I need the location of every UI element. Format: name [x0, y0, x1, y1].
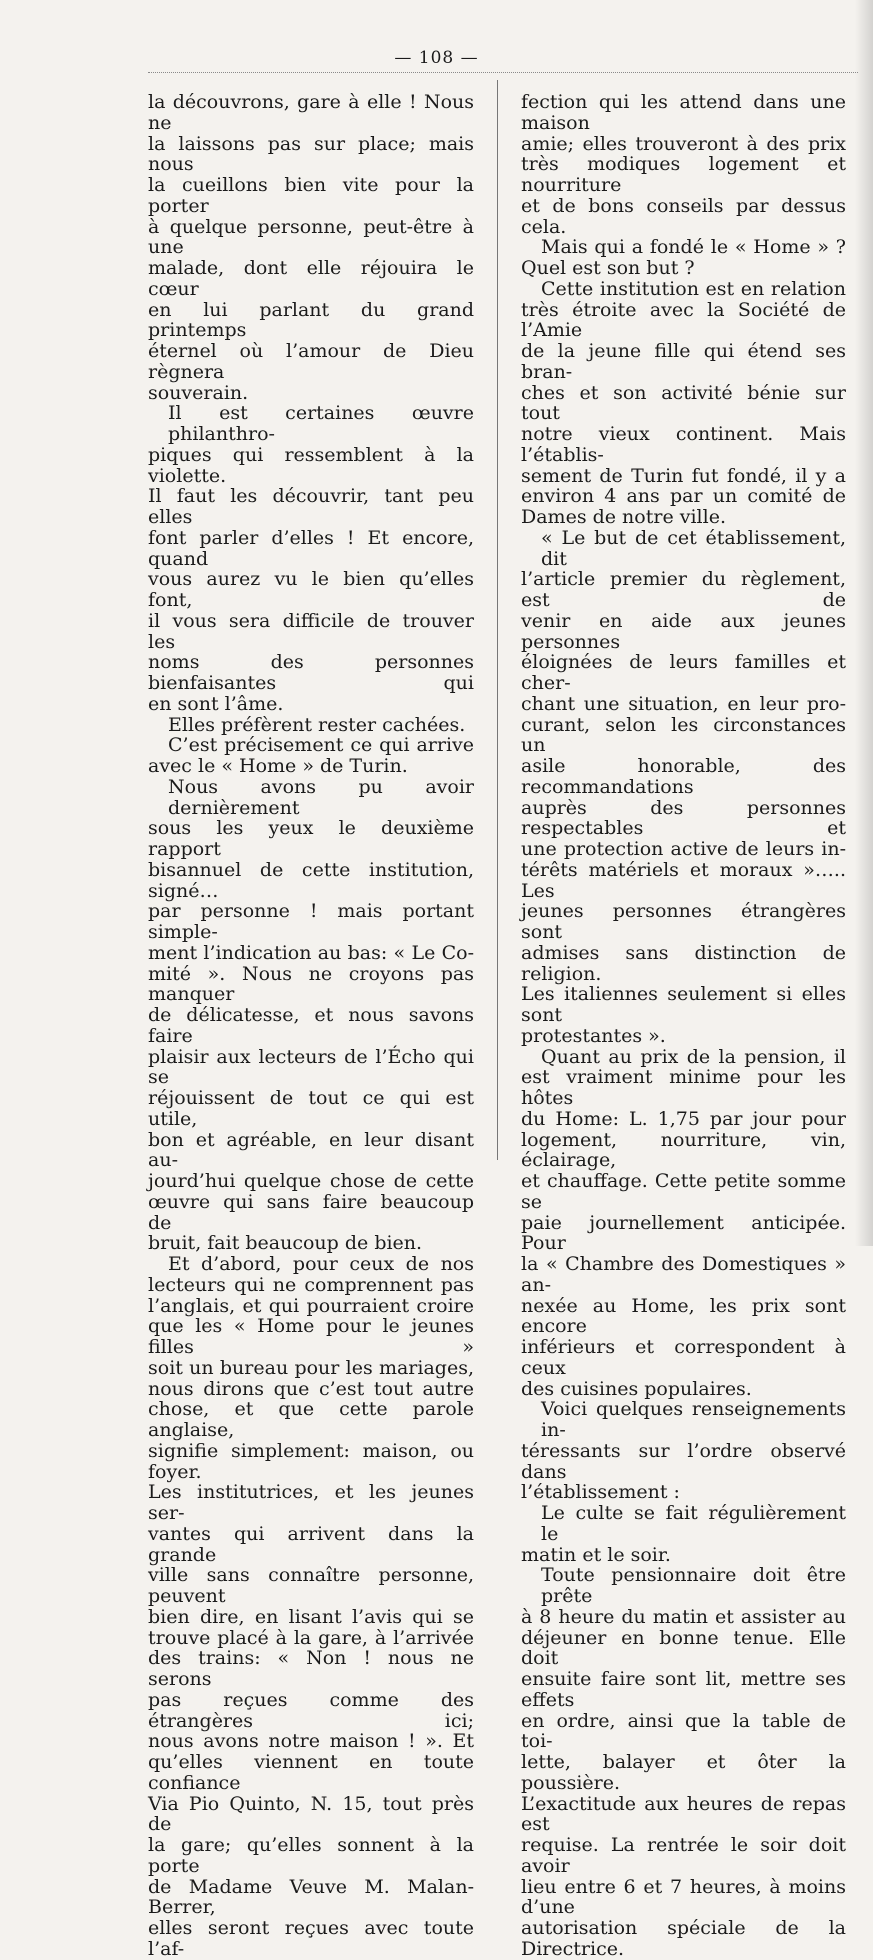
text-line: pas reçues comme des étrangères ici;: [148, 1688, 474, 1732]
page-edge-shadow: [855, 0, 873, 1246]
text-line: C’est précisement ce qui arrive: [168, 734, 474, 757]
text-line: éloignées de leurs familles et cher-: [521, 651, 846, 694]
right-column: [521, 92, 846, 1960]
text-line: Et d’abord, pour ceux de nos: [168, 1253, 474, 1275]
text-line: curant, selon les circonstances un: [521, 713, 846, 757]
text-line: protestantes ».: [521, 1024, 666, 1047]
text-line: l’anglais, et qui pourraient croire: [148, 1294, 474, 1317]
text-line: téressants sur l’ordre observé dans: [521, 1439, 846, 1483]
header-rule: [148, 72, 858, 73]
text-line: nexée au Home, les prix sont encore: [521, 1294, 846, 1338]
text-line: très étroite avec la Société de l’Amie: [521, 298, 846, 342]
text-line: est vraiment minime pour les hôtes: [521, 1066, 846, 1109]
text-line: des cuisines populaires.: [521, 1377, 752, 1400]
left-column: [148, 92, 474, 1960]
text-line: vantes qui arrivent dans la grande: [148, 1522, 474, 1566]
text-line: soit un bureau pour les mariages,: [148, 1356, 474, 1379]
text-line: chant une situation, en leur pro-: [521, 692, 846, 715]
text-line: lieu entre 6 et 7 heures, à moins d’une: [521, 1875, 846, 1919]
text-line: Les institutrices, et les jeunes ser-: [148, 1481, 474, 1524]
text-line: logement, nourriture, vin, éclairage,: [521, 1128, 846, 1172]
text-line: Nous avons pu avoir dernièrement: [168, 775, 474, 819]
text-line: Mais qui a fondé le « Home » ?: [541, 236, 846, 259]
text-line: ensuite faire sont lit, mettre ses effets: [521, 1668, 846, 1711]
text-line: bisannuel de cette institution, signé…: [148, 858, 474, 902]
text-line: Le culte se fait régulièrement le: [541, 1502, 846, 1545]
text-line: œuvre qui sans faire beaucoup de: [148, 1190, 474, 1234]
text-line: la cueillons bien vite pour la porter: [148, 174, 474, 217]
text-line: nous dirons que c’est tout autre: [148, 1377, 474, 1400]
text-line: en ordre, ainsi que la table de toi-: [521, 1709, 846, 1753]
text-line: notre vieux continent. Mais l’établis-: [521, 423, 846, 466]
text-line: piques qui ressemblent à la violette.: [148, 443, 474, 487]
text-line: qu’elles viennent en toute confiance: [148, 1751, 474, 1794]
text-line: Quant au prix de la pension, il: [541, 1045, 846, 1068]
text-line: Toute pensionnaire doit être prête: [541, 1564, 846, 1607]
text-line: Les italiennes seulement si elles sont: [521, 983, 846, 1026]
text-line: de la jeune fille qui étend ses bran-: [521, 340, 846, 383]
text-line: avec le « Home » de Turin.: [148, 755, 408, 777]
text-line: lette, balayer et ôter la poussière.: [521, 1751, 846, 1794]
text-line: en sont l’âme.: [148, 692, 284, 715]
text-line: fection qui les attend dans une maison: [521, 91, 846, 134]
text-line: jeunes personnes étrangères sont: [521, 900, 846, 943]
text-line: que les « Home pour le jeunes filles »: [148, 1315, 474, 1358]
text-line: admises sans distinction de religion.: [521, 941, 846, 985]
column-divider: [497, 80, 498, 1160]
text-line: asile honorable, des recommandations: [521, 755, 846, 798]
text-line: sous les yeux le deuxième rapport: [148, 817, 474, 860]
text-line: et de bons conseils par dessus cela.: [521, 194, 846, 238]
text-line: du Home: L. 1,75 par jour pour: [521, 1107, 846, 1130]
text-line: venir en aide aux jeunes personnes: [521, 609, 846, 653]
text-line: et chauffage. Cette petite somme se: [521, 1170, 846, 1213]
text-line: de délicatesse, et nous savons faire: [148, 1004, 474, 1047]
text-line: à quelque personne, peut-être à une: [148, 215, 474, 259]
text-line: vous aurez vu le bien qu’elles font,: [148, 568, 474, 611]
text-line: mité ». Nous ne croyons pas manquer: [148, 962, 474, 1006]
text-line: Voici quelques renseignements in-: [541, 1398, 846, 1441]
text-line: noms des personnes bienfaisantes qui: [148, 651, 474, 694]
text-line: matin et le soir.: [521, 1543, 671, 1566]
text-line: la laissons pas sur place; mais nous: [148, 132, 474, 176]
text-line: autorisation spéciale de la Directrice.: [521, 1917, 846, 1960]
text-line: sement de Turin fut fondé, il y a: [521, 464, 846, 487]
text-line: Via Pio Quinto, N. 15, tout près de: [148, 1792, 474, 1836]
text-line: bruit, fait beaucoup de bien.: [148, 1232, 423, 1255]
text-line: des trains: « Non ! nous ne serons: [148, 1647, 474, 1690]
text-line: chose, et que cette parole anglaise,: [148, 1398, 474, 1441]
text-line: ville sans connaître personne, peuvent: [148, 1564, 474, 1607]
text-line: elles seront reçues avec toute l’af-: [148, 1917, 474, 1960]
text-line: lecteurs qui ne comprennent pas: [148, 1273, 474, 1296]
text-line: inférieurs et correspondent à ceux: [521, 1336, 846, 1379]
text-line: Elles préfèrent rester cachées.: [168, 713, 466, 736]
text-line: à 8 heure du matin et assister au: [521, 1605, 846, 1628]
text-line: amie; elles trouveront à des prix: [521, 132, 846, 155]
text-line: la « Chambre des Domestiques » an-: [521, 1253, 846, 1296]
text-line: Dames de notre ville.: [521, 506, 726, 528]
text-line: nous avons notre maison ! ». Et: [148, 1730, 474, 1753]
text-line: ches et son activité bénie sur tout: [521, 381, 846, 425]
text-line: de Madame Veuve M. Malan-Berrer,: [148, 1875, 474, 1919]
text-line: font parler d’elles ! Et encore, quand: [148, 526, 474, 570]
text-line: trouve placé à la gare, à l’arrivée: [148, 1626, 474, 1649]
text-line: très modiques logement et nourriture: [521, 153, 846, 196]
text-line: réjouissent de tout ce qui est utile,: [148, 1087, 474, 1130]
text-line: Il est certaines œuvre philanthro-: [168, 402, 474, 445]
text-line: plaisir aux lecteurs de l’Écho qui se: [148, 1045, 474, 1089]
text-line: signifie simplement: maison, ou foyer.: [148, 1439, 474, 1483]
text-line: Quel est son but ?: [521, 257, 695, 279]
text-line: ment l’indication au bas: « Le Co-: [148, 941, 474, 964]
text-line: L’exactitude aux heures de repas est: [521, 1792, 846, 1836]
text-line: environ 4 ans par un comité de: [521, 485, 846, 508]
text-line: térêts matériels et moraux »….. Les: [521, 858, 846, 902]
text-line: déjeuner en bonne tenue. Elle doit: [521, 1626, 846, 1670]
text-line: la gare; qu’elles sonnent à la porte: [148, 1834, 474, 1877]
text-line: la découvrons, gare à elle ! Nous ne: [148, 91, 474, 134]
text-line: malade, dont elle réjouira le cœur: [148, 257, 474, 300]
text-line: l’article premier du règlement, est de: [521, 568, 846, 611]
text-line: éternel où l’amour de Dieu règnera: [148, 340, 474, 383]
text-line: souverain.: [148, 381, 249, 404]
text-line: auprès des personnes respectables et: [521, 796, 846, 840]
text-line: en lui parlant du grand printemps: [148, 298, 474, 342]
text-line: requise. La rentrée le soir doit avoir: [521, 1834, 846, 1877]
page-number: — 108 —: [394, 48, 479, 68]
text-line: par personne ! mais portant simple-: [148, 900, 474, 943]
text-line: bien dire, en lisant l’avis qui se: [148, 1605, 474, 1628]
text-line: l’établissement :: [521, 1481, 680, 1504]
text-line: Cette institution est en relation: [541, 277, 846, 300]
text-line: il vous sera difficile de trouver les: [148, 609, 474, 653]
text-line: une protection active de leurs in-: [521, 838, 846, 860]
text-line: paie journellement anticipée. Pour: [521, 1211, 846, 1255]
text-line: jourd’hui quelque chose de cette: [148, 1170, 474, 1192]
text-line: bon et agréable, en leur disant au-: [148, 1128, 474, 1172]
text-line: « Le but de cet établissement, dit: [541, 526, 846, 570]
text-line: Il faut les découvrir, tant peu elles: [148, 485, 474, 528]
